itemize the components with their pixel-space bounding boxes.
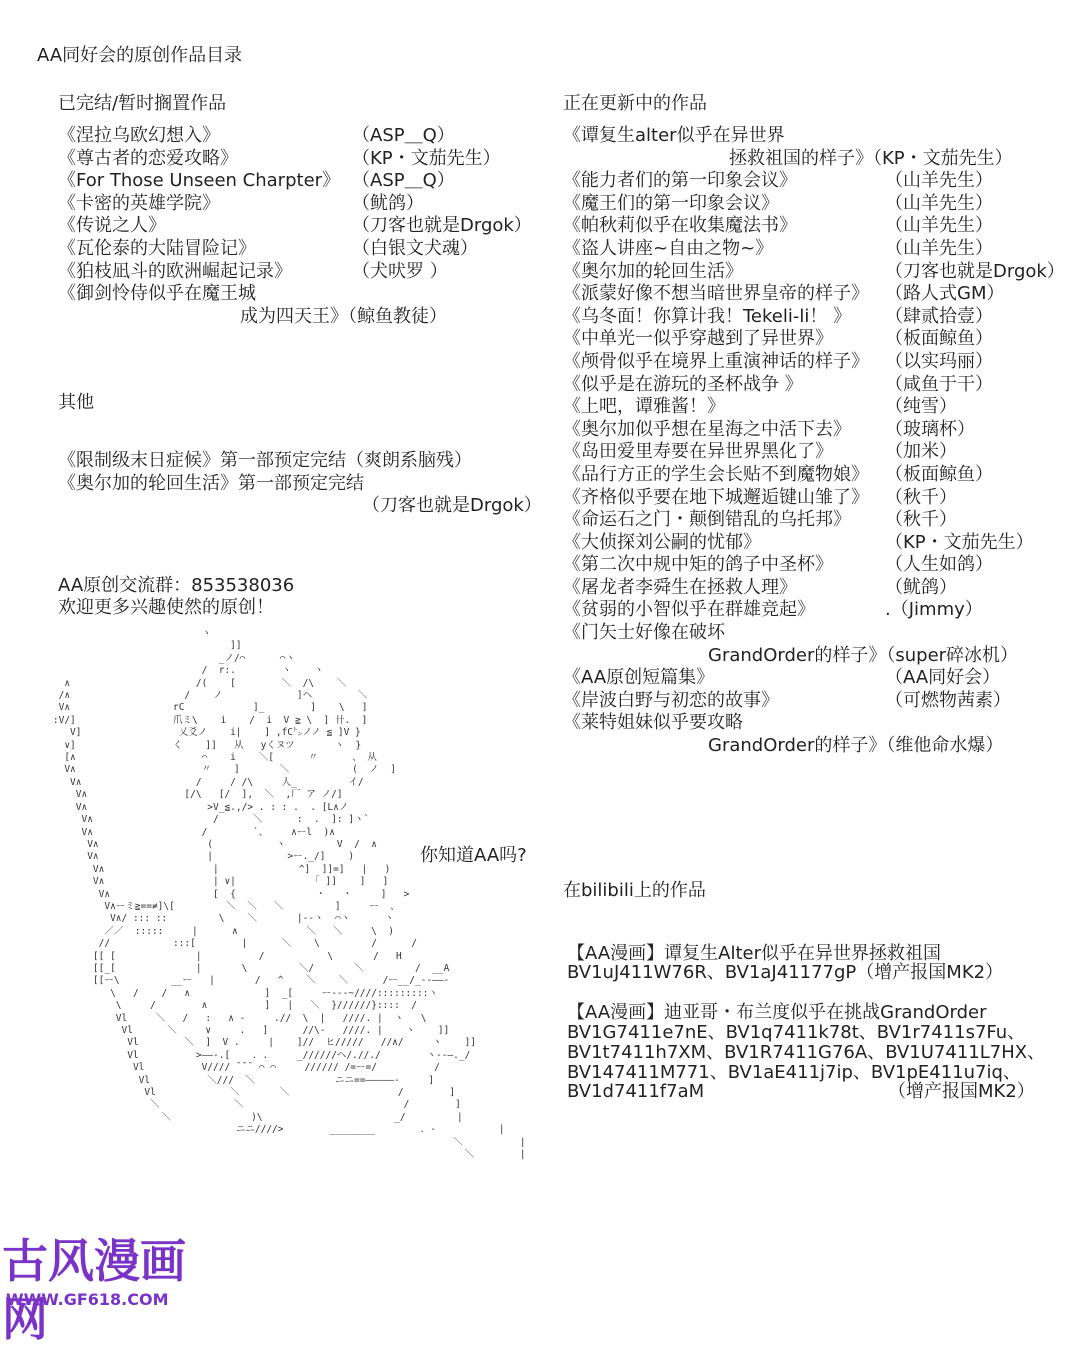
work-author: （纯雪） [885,396,957,418]
list-item [563,667,1083,690]
bilibili-block-2-line-3: BV1t7411h7XM、BV1R7411G76A、BV1U7411L7HX、 [567,1042,1046,1063]
bilibili-heading: 在bilibili上的作品 [563,880,706,901]
updating-list [563,125,1083,758]
work-author: （以实玛丽） [885,350,993,372]
work-title: 《岛田爱里寿要在异世界黑化了》 [563,441,833,463]
work-author: （山羊先生） [885,215,993,237]
work-title: 《屠龙者李舜生在拯救人理》 [563,576,797,598]
work-author: （山羊先生） [885,170,993,192]
finished-list [58,125,548,328]
list-item [563,328,1083,351]
other-heading: 其他 [58,392,94,413]
list-item [563,125,1083,148]
ascii-art-illustration: ヽ ]] _ノ/⌒ ⌒ヽ / r:. ヽ ヽ ∧ /( [ ＼ /\ ＼ /∧ / ノ ]ヘ ＼ V∧ rC ]_ ] \ ] :V/] 爪ミ\ i / i V ≧ \ ] 卄. ] V] 乂爻ノ i| ] ,fC㌧ノノ ≦ ]V } ∨] く ]] 从 yくヌツ ヽ } [∧ ⌒ i ＼[ 〃 、 从 V∧ 〃 ] ＼ ( ノ ] V∧ / / /\ 人_ イ/ V∧ [/\ [/ ], ＼ ,厂 ア ノ/] V∧ >V_≦.,/> . : : . . [L∧ノ V∧ / ＼ : . ]: ]ヽ` V∧ / `、 ∧ーl )∧ V∧ ( ヽ V / ∧ V∧ | >ー._/] ) V∧ | ^] ]]=] | ) V∧ | ∨| 「 ]] ] ] V∧ [ { ・ ・ ] > V∧ーミ≧==≠]\[ ＼ ＼ ＼ ] ー 、 V∧/ ::: :: \ ＼ |--ヽ ⌒ヽ ヽ ／／ ::::: | ∧ ＼ ＼ \ ) // :::[ | ＼ \ / / [[ [ | / \ / H [[_[ | \ ＼/ ＼ / __A [[ー\ __ー | / ^ ＼ ＼ /ー__/_--——- \ / / ∧ ] _[ ー---~////:::::::::ヽ \ / ∧ ] | ＼ }//////}:::: / Vl ＼ / : ∧ - .// \ | ////. | ヽ \ Vl ＼ ∨ . ] //\- ////. | ヽ ]] Vl ＼ ] V . | ]// ヒ///// //∧/ ヽ ]] Vl >——-.[ ．. _//////ヘ/.//./ ヽ--—._/ Vl V//// ¯¯¯ ⌒ ⌒ ////// /=ー=/ / Vl ＼/// ＼ ニニ==—————- ] Vl ＼ ＼ / ] ＼ ＼ / ] ＼ )\ _/ | ニニ////> ________ ．- | ＼ | ＼ | [52,628,526,1161]
work-title: 《盗人讲座~自由之物~》 [563,237,774,259]
list-item [563,487,1083,510]
list-item [563,712,1083,735]
aa-caption: 你知道AA吗? [420,845,527,866]
work-author: （刀客也就是Drgok） [885,260,1065,282]
work-title: 《中单光一似乎穿越到了异世界》 [563,328,833,350]
other-line-3: （刀客也就是Drgok） [362,495,542,516]
work-author: （板面鲸鱼） [885,328,993,350]
group-welcome: 欢迎更多兴趣使然的原创！ [58,597,274,618]
work-title: 《传说之人》 [58,215,166,237]
work-title: 《尊古者的恋爱攻略》 [58,147,238,169]
other-line-2: 《奥尔加的轮回生活》第一部预定完结 [58,473,364,494]
list-item [563,577,1083,600]
list-item [563,599,1083,622]
list-item [58,215,548,238]
work-author: （刀客也就是Drgok） [352,215,532,237]
work-title: 《莱特姐妹似乎要攻略 [563,712,743,734]
work-title: 《奥尔加的轮回生活》 [563,260,743,282]
work-author: （咸鱼于干） [885,373,993,395]
work-title: 《乌冬面！你算计我！Tekeli-li！ 》 [563,305,852,327]
list-item [563,283,1083,306]
work-title: 《谭复生alter似乎在异世界 [563,125,785,146]
work-title: 《门矢士好像在破坏 [563,622,725,644]
work-author: （ASP＿Q） [352,170,455,192]
work-title: 《魔王们的第一印象会议》 [563,192,779,214]
bilibili-block-2-line-1: 【AA漫画】迪亚哥・布兰度似乎在挑战GrandOrder [567,1002,987,1023]
work-author: （ASP＿Q） [352,125,455,146]
bilibili-block-1-line-1: 【AA漫画】谭复生Alter似乎在异世界拯救祖国 [567,943,941,964]
work-author: （可燃物茜素） [885,689,1011,711]
work-author: （山羊先生） [885,237,993,259]
work-author: （秋千） [885,509,957,531]
list-item [58,125,548,148]
list-item [563,509,1083,532]
watermark-url: WWW.GF618.COM [6,1290,169,1309]
list-item [563,396,1083,419]
bilibili-block-2-line-5: BV1d7411f7aM [567,1081,705,1102]
list-item [563,374,1083,397]
work-title: 《齐格似乎要在地下城邂逅键山雏了》 [563,486,869,508]
work-author: （鱿鸽） [885,576,957,598]
work-title: 《品行方正的学生会长贴不到魔物娘》 [563,463,869,485]
work-title: 《AA原创短篇集》 [563,667,715,689]
list-item [563,306,1083,329]
list-item [563,215,1083,238]
work-title: 《卡密的英雄学院》 [58,192,220,214]
page-title: AA同好会的原创作品目录 [37,45,243,66]
watermark-name: 古风漫画网 [2,1234,186,1346]
work-author: .（Jimmy） [885,599,983,621]
work-title: 《派蒙好像不想当暗世界皇帝的样子》 [563,283,869,305]
list-item [563,170,1083,193]
updating-heading: 正在更新中的作品 [563,93,707,114]
work-title: 《命运石之门・颠倒错乱的乌托邦》 [563,509,851,531]
work-title-continuation: GrandOrder的样子》（super碎冰机） [708,644,1019,666]
work-title: 《能力者们的第一印象会议》 [563,170,797,192]
work-title: 《贫弱的小智似乎在群雄竞起》 [563,599,815,621]
list-item [563,735,1083,758]
work-author: （KP・文茄先生） [352,147,501,169]
work-title: 《上吧，谭雅酱！》 [563,396,725,418]
other-line-1: 《限制级末日症候》第一部预定完结（爽朗系脑残） [58,450,472,471]
work-author: （板面鲸鱼） [885,463,993,485]
list-item [563,193,1083,216]
list-item [58,261,548,284]
list-item [58,306,548,329]
work-title: 《涅拉乌欧幻想入》 [58,125,220,146]
work-title: 《狛枝凪斗的欧洲崛起记录》 [58,260,292,282]
list-item [58,283,548,306]
bilibili-block-2-line-4: BV147411M771、BV1aE411j7ip、BV1pE411u7iq、 [567,1062,1021,1083]
group-number: AA原创交流群：853538036 [58,575,295,596]
work-author: （秋千） [885,486,957,508]
work-title: 《颅骨似乎在境界上重演神话的样子》 [563,350,869,372]
bilibili-block-2-line-6: （增产报国MK2） [888,1081,1035,1102]
list-item [563,690,1083,713]
work-author: （白银文犬魂） [352,237,478,259]
work-title-continuation: 成为四天王》（鲸鱼教徒） [240,305,447,327]
work-title: 《帕秋莉似乎在收集魔法书》 [563,215,797,237]
list-item [563,532,1083,555]
work-title-continuation: GrandOrder的样子》（维他命水爆） [708,735,1004,757]
list-item [58,238,548,261]
work-author: （人生如鸽） [885,554,993,576]
list-item [563,622,1083,645]
work-author: （玻璃杯） [885,418,975,440]
finished-heading: 已完结/暂时搁置作品 [58,93,227,114]
list-item [563,645,1083,668]
work-title: 《御剑怜侍似乎在魔王城 [58,283,256,305]
work-title: 《瓦伦泰的大陆冒险记》 [58,237,256,259]
work-title: 《第二次中规中矩的鸽子中圣杯》 [563,554,833,576]
list-item [563,351,1083,374]
work-title: 《For Those Unseen Charpter》 [58,170,341,192]
list-item [563,261,1083,284]
work-title: 《似乎是在游玩的圣杯战争 》 [563,373,803,395]
bilibili-block-1-line-2: BV1uJ411W76R、BV1aJ41177gP（增产报国MK2） [567,962,1004,983]
work-title-continuation: 拯救祖国的样子》（KP・文茄先生） [729,147,1013,169]
work-author: （加米） [885,441,957,463]
work-title: 《岸波白野与初恋的故事》 [563,689,779,711]
work-author: （路人式GM） [885,283,1005,305]
list-item [563,441,1083,464]
list-item [563,419,1083,442]
work-author: （肆贰拾壹） [885,305,993,327]
list-item [563,464,1083,487]
work-title: 《奥尔加似乎想在星海之中活下去》 [563,418,851,440]
list-item [563,238,1083,261]
list-item [563,554,1083,577]
work-author: （KP・文茄先生） [885,531,1034,553]
work-author: （山羊先生） [885,192,993,214]
list-item [58,148,548,171]
list-item [58,170,548,193]
work-author: （犬吠罗 ） [352,260,448,282]
list-item [58,193,548,216]
work-author: （AA同好会） [885,667,1001,689]
bilibili-block-2-line-2: BV1G7411e7nE、BV1q7411k78t、BV1r7411s7Fu、 [567,1022,1026,1043]
site-watermark [0,1232,215,1346]
work-author: （鱿鸽） [352,192,424,214]
work-title: 《大侦探刘公嗣的忧郁》 [563,531,761,553]
list-item [563,148,1083,171]
